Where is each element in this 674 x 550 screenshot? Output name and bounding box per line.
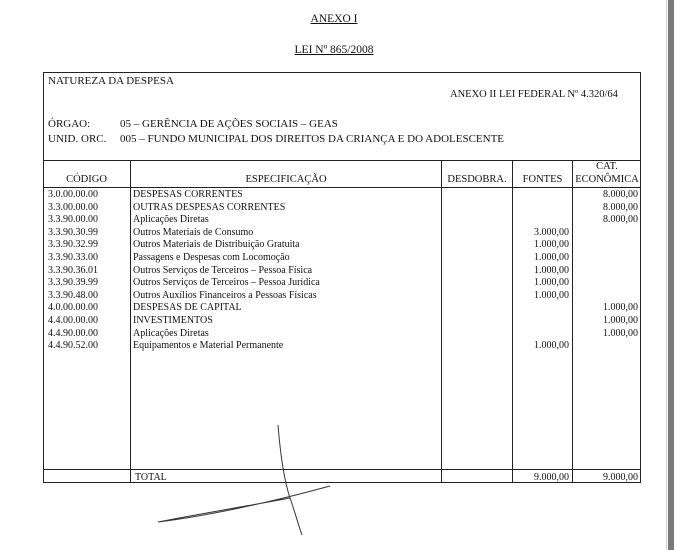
cell-codigo: 3.3.90.36.01 [48, 264, 98, 276]
total-cat: 9.000,00 [603, 472, 638, 483]
cell-especificacao: INVESTIMENTOS [133, 315, 213, 326]
cell-fontes: 1.000,00 [534, 264, 569, 276]
cell-especificacao: Aplicações Diretas [133, 327, 209, 339]
table-row [43, 315, 641, 328]
table-row [43, 239, 641, 252]
cell-fontes: 3.000,00 [534, 226, 569, 238]
cell-codigo: 3.3.90.30.99 [48, 226, 98, 238]
cell-especificacao: OUTRAS DESPESAS CORRENTES [133, 201, 286, 213]
cell-codigo: 3.3.90.32.99 [48, 239, 98, 251]
cell-fontes: 1.000,00 [534, 239, 569, 251]
cell-codigo: 3.3.00.00.00 [48, 201, 98, 213]
cell-especificacao: Outros Materiais de Distribuição Gratuita [133, 239, 300, 251]
cell-cat-economica: 8.000,00 [603, 201, 638, 213]
total-label: TOTAL [135, 472, 167, 483]
unid-label: UNID. ORC. [48, 133, 107, 145]
table-row [43, 265, 641, 278]
cell-especificacao: Outros Serviços de Terceiros – Pessoa Jurídica [133, 277, 320, 289]
col-especificacao: ESPECIFICAÇÃO [130, 161, 441, 188]
table-row [43, 290, 641, 303]
law-title: LEI Nº 865/2008 [294, 44, 374, 56]
table-row [43, 252, 641, 265]
cell-codigo: 3.3.90.39.99 [48, 277, 98, 289]
table-row [43, 189, 641, 202]
col-fontes: FONTES [512, 161, 572, 188]
natureza-heading: NATUREZA DA DESPESA [48, 75, 174, 87]
col-codigo: CÓDIGO [66, 174, 107, 185]
cell-fontes: 1.000,00 [534, 252, 569, 263]
cell-especificacao: Outros Auxílios Financeiros a Pessoas Físicas [133, 289, 317, 301]
table-row [43, 214, 641, 227]
table-row [43, 328, 641, 341]
table-row [43, 202, 641, 215]
cell-codigo: 4.4.90.52.00 [48, 340, 98, 352]
table-row [43, 277, 641, 290]
cell-especificacao: Aplicações Diretas [133, 214, 209, 226]
cell-fontes: 1.000,00 [534, 277, 569, 289]
cell-codigo: 3.3.90.00.00 [48, 214, 98, 226]
table-row [43, 302, 641, 315]
col-cat-economica: CAT. ECONÔMICA [572, 161, 641, 188]
table-row [43, 227, 641, 240]
orgao-value: 05 – GERÊNCIA DE AÇÕES SOCIAIS – GEAS [120, 118, 338, 130]
cell-especificacao: DESPESAS CORRENTES [133, 189, 243, 200]
cell-codigo: 4.4.00.00.00 [48, 315, 98, 326]
cell-especificacao: Outros Materiais de Consumo [133, 226, 254, 238]
cell-cat-economica: 8.000,00 [603, 214, 638, 226]
scroll-gutter[interactable] [668, 0, 674, 550]
cell-fontes: 1.000,00 [534, 340, 569, 352]
annex-reference: ANEXO II LEI FEDERAL Nº 4.320/64 [450, 89, 618, 100]
orgao-label: ÓRGAO: [48, 118, 91, 130]
cell-codigo: 4.4.90.00.00 [48, 327, 98, 339]
cell-codigo: 3.0.00.00.00 [48, 189, 98, 200]
cell-cat-economica: 1.000,00 [603, 315, 638, 326]
table-row [43, 340, 641, 353]
col-desdobra: DESDOBRA. [441, 161, 512, 188]
handwritten-signature [150, 420, 380, 545]
unid-value: 005 – FUNDO MUNICIPAL DOS DIREITOS DA CRIANÇA E DO ADOLESCENTE [120, 133, 505, 145]
cell-fontes: 1.000,00 [534, 289, 569, 301]
cell-codigo: 3.3.90.48.00 [48, 289, 98, 301]
table-header [43, 160, 641, 188]
total-fontes: 9.000,00 [534, 472, 569, 483]
cell-codigo: 3.3.90.33.00 [48, 252, 98, 263]
cell-cat-economica: 1.000,00 [603, 327, 638, 339]
cell-especificacao: Equipamentos e Material Permanente [133, 340, 284, 352]
page-edge-shadow [666, 0, 667, 550]
cell-especificacao: DESPESAS DE CAPITAL [133, 302, 242, 314]
cell-especificacao: Outros Serviços de Terceiros – Pessoa Física [133, 264, 313, 276]
cell-codigo: 4.0.00.00.00 [48, 302, 98, 314]
cell-cat-economica: 1.000,00 [603, 302, 638, 314]
cell-especificacao: Passagens e Despesas com Locomoção [133, 252, 290, 263]
cell-cat-economica: 8.000,00 [603, 189, 638, 200]
annex-title: ANEXO I [310, 13, 358, 25]
